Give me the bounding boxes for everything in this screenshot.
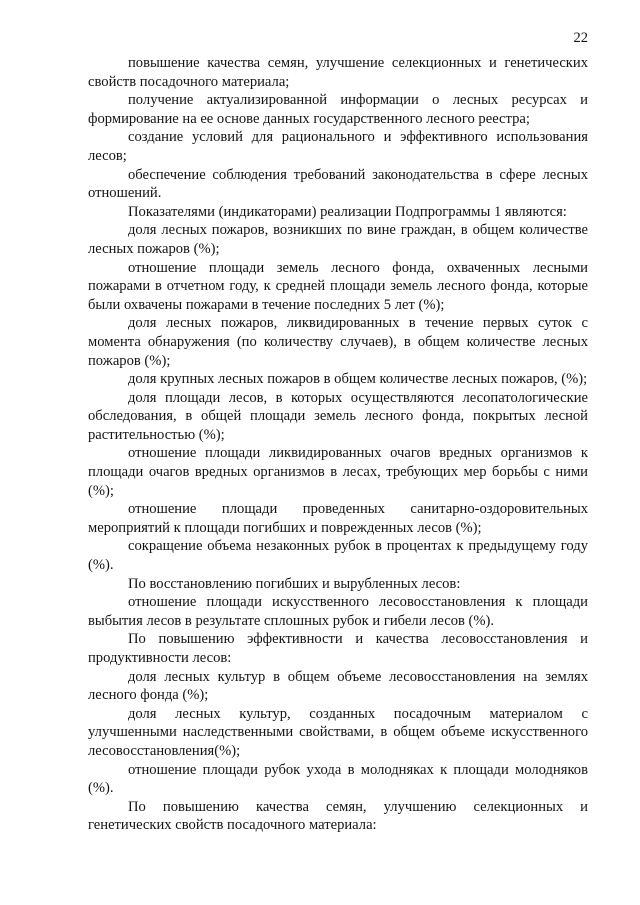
paragraph: Показателями (индикаторами) реализации Подпрограммы 1 являются: — [128, 203, 567, 220]
paragraph: доля площади лесов, в которых осуществляются лесопатологические обследования, в общей площади земель лесного фонда, покрытых лесной растительностью (%); — [88, 389, 588, 443]
paragraph: доля лесных культур, созданных посадочным материалом с улучшенными наследственными свойствами, в общем объеме искусственного лесовосстановления(%); — [88, 705, 588, 759]
paragraph: сокращение объема незаконных рубок в процентах к предыдущему году (%). — [88, 538, 588, 574]
page-number: 22 — [573, 30, 588, 46]
paragraph: обеспечение соблюдения требований законодательства в сфере лесных отношений. — [88, 166, 588, 202]
paragraph: По восстановлению погибших и вырубленных лесов: — [128, 575, 461, 592]
body-text — [88, 54, 588, 835]
paragraph: доля лесных пожаров, ликвидированных в течение первых суток с момента обнаружения (по количеству случаев), в общем количестве лесных пожаров (%); — [88, 315, 588, 369]
paragraph: повышение качества семян, улучшение селекционных и генетических свойств посадочного материала; — [88, 55, 588, 90]
paragraph: создание условий для рационального и эффективного использования лесов; — [88, 129, 588, 164]
paragraph: отношение площади ликвидированных очагов вредных организмов к площади очагов вредных организмов в лесах, требующих мер борьбы с ними (%); — [88, 445, 588, 499]
paragraph: доля крупных лесных пожаров в общем количестве лесных пожаров, (%); — [128, 371, 588, 388]
paragraph: получение актуализированной информации о лесных ресурсах и формирование на ее основе данных государственного лесного реестра; — [88, 92, 588, 127]
paragraph: отношение площади земель лесного фонда, охваченных лесными пожарами в отчетном году, к средней площади земель лесного фонда, которые были охвачены пожарами в течение последних 5 лет (%); — [88, 259, 588, 313]
paragraph: отношение площади проведенных санитарно-оздоровительных мероприятий к площади погибших и поврежденных лесов (%); — [88, 501, 588, 536]
paragraph: доля лесных пожаров, возникших по вине граждан, в общем количестве лесных пожаров (%); — [88, 222, 588, 257]
paragraph: отношение площади искусственного лесовосстановления к площади выбытия лесов в результате сплошных рубок и гибели лесов (%). — [88, 594, 588, 629]
paragraph: По повышению качества семян, улучшению селекционных и генетических свойств посадочного материала: — [88, 798, 588, 834]
paragraph: отношение площади рубок ухода в молодняках к площади молодняков (%). — [88, 761, 588, 797]
paragraph: доля лесных культур в общем объеме лесовосстановления на землях лесного фонда (%); — [88, 668, 588, 704]
paragraph: По повышению эффективности и качества лесовосстановления и продуктивности лесов: — [88, 631, 588, 666]
